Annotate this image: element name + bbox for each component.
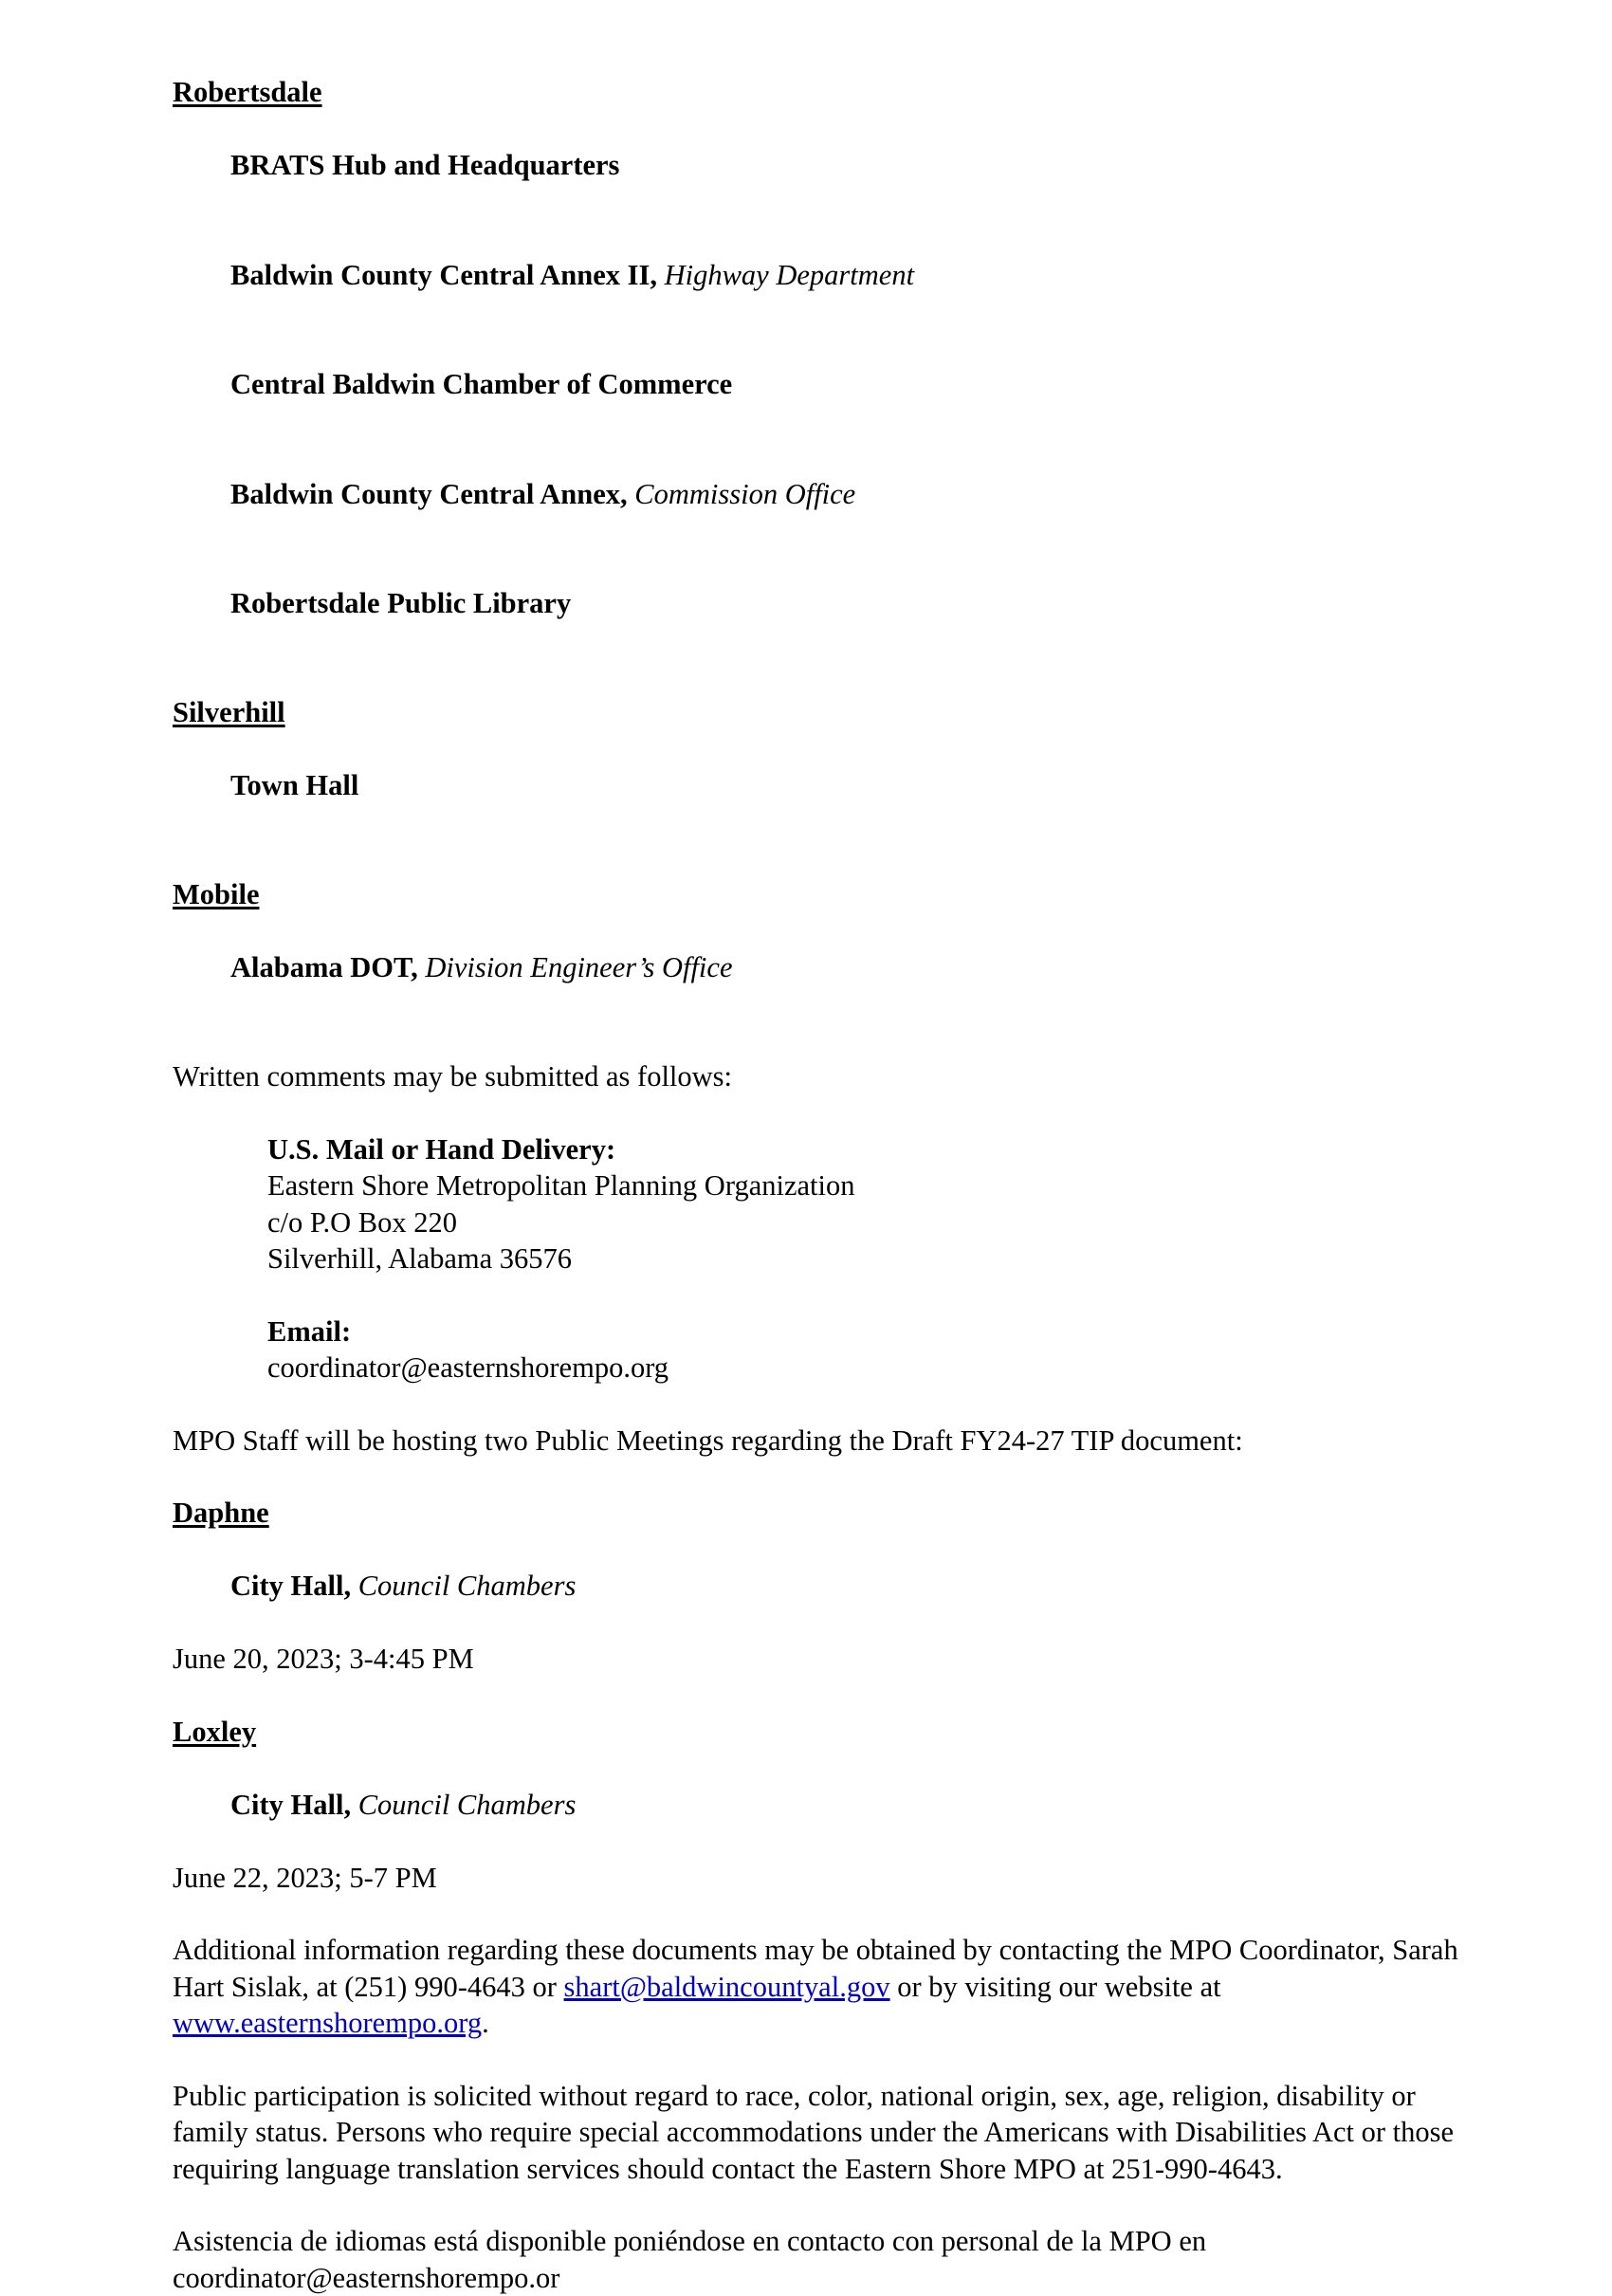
email-block bbox=[173, 1313, 1470, 1387]
venue-line bbox=[173, 731, 1470, 841]
contact-text-part3: . bbox=[482, 2007, 489, 2039]
venue-name: Alabama DOT, bbox=[230, 951, 418, 983]
mail-delivery-block bbox=[173, 1131, 1470, 1277]
mail-delivery-heading: U.S. Mail or Hand Delivery: bbox=[267, 1131, 1470, 1168]
meeting-venue bbox=[173, 1532, 1470, 1642]
mail-po-box: c/o P.O Box 220 bbox=[267, 1204, 1470, 1241]
meeting-venue-name: City Hall, bbox=[230, 1789, 351, 1821]
section-heading-robertsdale: Robertsdale bbox=[173, 74, 1470, 111]
mail-city-state-zip: Silverhill, Alabama 36576 bbox=[267, 1240, 1470, 1277]
spacer bbox=[173, 658, 1470, 694]
venue-detail: Commission Office bbox=[628, 478, 856, 510]
section-robertsdale bbox=[173, 74, 1470, 658]
venue-line bbox=[173, 913, 1470, 1023]
written-comments-intro: Written comments may be submitted as follows: bbox=[173, 1058, 1470, 1095]
venue-line bbox=[173, 111, 1470, 221]
nondiscrimination-paragraph: Public participation is solicited without regard to race, color, national origin, sex, age, religion, disability or family status. Persons who require special accommodations under the Americans with Disabilities Act or those requiring language translation services should contact the Eastern Shore MPO at 251-990-4643. bbox=[173, 2078, 1470, 2188]
venue-name: Baldwin County Central Annex, bbox=[230, 478, 628, 510]
spanish-assistance-paragraph bbox=[173, 2223, 1470, 2296]
spacer bbox=[173, 1277, 1470, 1313]
meeting-loxley bbox=[173, 1714, 1470, 1897]
section-heading-silverhill: Silverhill bbox=[173, 694, 1470, 731]
spacer bbox=[173, 1022, 1470, 1058]
meeting-venue-name: City Hall, bbox=[230, 1570, 351, 1602]
spacer bbox=[173, 1459, 1470, 1495]
contact-text-part1: Additional information regarding these documents may be obtained by contacting the MPO Coordinator, Sarah Hart Sislak, at (251) 990-4643 or bbox=[173, 1934, 1458, 2003]
spacer bbox=[173, 1387, 1470, 1423]
venue-line bbox=[173, 330, 1470, 440]
spacer bbox=[173, 1678, 1470, 1714]
meetings-intro: MPO Staff will be hosting two Public Meetings regarding the Draft FY24-27 TIP document: bbox=[173, 1423, 1470, 1460]
spacer bbox=[173, 2042, 1470, 2078]
mail-organization: Eastern Shore Metropolitan Planning Organization bbox=[267, 1167, 1470, 1204]
meeting-datetime: June 22, 2023; 5-7 PM bbox=[173, 1860, 1470, 1897]
venue-name: Central Baldwin Chamber of Commerce bbox=[230, 368, 732, 400]
meeting-heading-daphne: Daphne bbox=[173, 1495, 1470, 1532]
section-heading-mobile: Mobile bbox=[173, 876, 1470, 913]
email-heading: Email: bbox=[267, 1313, 1470, 1350]
spacer bbox=[173, 2187, 1470, 2223]
venue-line bbox=[173, 549, 1470, 659]
meeting-datetime: June 20, 2023; 3-4:45 PM bbox=[173, 1641, 1470, 1678]
venue-name: BRATS Hub and Headquarters bbox=[230, 149, 619, 181]
contact-paragraph bbox=[173, 1932, 1470, 2042]
venue-name: Robertsdale Public Library bbox=[230, 587, 571, 619]
venue-detail: Highway Department bbox=[657, 259, 914, 291]
meeting-venue-detail: Council Chambers bbox=[351, 1789, 576, 1821]
contact-text-part2: or by visiting our website at bbox=[890, 1971, 1221, 2003]
spacer bbox=[173, 1896, 1470, 1932]
venue-name: Town Hall bbox=[230, 769, 358, 801]
spacer bbox=[173, 840, 1470, 876]
venue-line bbox=[173, 220, 1470, 330]
mpo-website-link[interactable]: www.easternshorempo.org bbox=[173, 2007, 482, 2039]
meeting-venue bbox=[173, 1750, 1470, 1860]
meeting-daphne bbox=[173, 1495, 1470, 1678]
spacer bbox=[173, 1095, 1470, 1131]
meeting-venue-detail: Council Chambers bbox=[351, 1570, 576, 1602]
document-body bbox=[173, 74, 1470, 2296]
coordinator-email-link[interactable]: shart@baldwincountyal.gov bbox=[564, 1971, 890, 2003]
section-mobile bbox=[173, 876, 1470, 1022]
section-silverhill bbox=[173, 694, 1470, 840]
venue-detail: Division Engineer’s Office bbox=[418, 951, 733, 983]
venue-line bbox=[173, 439, 1470, 549]
venue-name: Baldwin County Central Annex II, bbox=[230, 259, 657, 291]
meeting-heading-loxley: Loxley bbox=[173, 1714, 1470, 1751]
spanish-line-1: Asistencia de idiomas está disponible poniéndose en contacto con personal de la MPO en bbox=[173, 2223, 1470, 2260]
spanish-line-2: coordinator@easternshorempo.or bbox=[173, 2260, 1470, 2296]
email-address: coordinator@easternshorempo.org bbox=[267, 1350, 1470, 1387]
